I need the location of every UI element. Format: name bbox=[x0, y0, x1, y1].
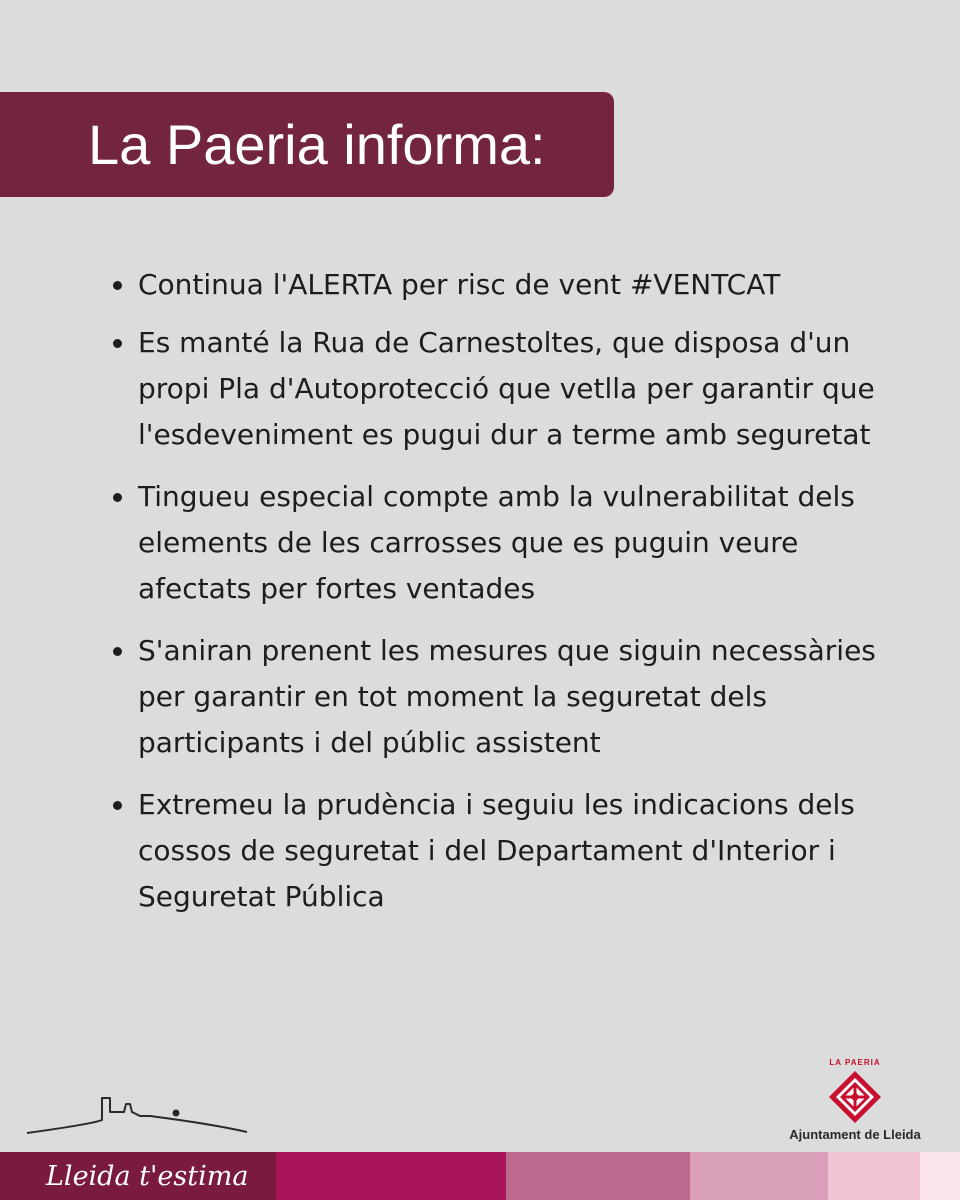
page-title: La Paeria informa: bbox=[88, 113, 546, 176]
paeria-emblem-icon bbox=[827, 1069, 883, 1125]
footer-segment bbox=[920, 1152, 960, 1200]
logo-top-text: LA PAERIA bbox=[829, 1058, 881, 1067]
list-item bbox=[108, 474, 888, 612]
list-item bbox=[108, 628, 888, 766]
list-item-text: Es manté la Rua de Carnestoltes, que disposa d'un propi Pla d'Autoprotecció que vetlla per garantir que l'esdeveniment es pugui dur a terme amb seguretat bbox=[138, 326, 875, 451]
footer-segment bbox=[0, 1152, 276, 1200]
list-item bbox=[108, 782, 888, 920]
list-item-text: Tingueu especial compte amb la vulnerabilitat dels elements de les carrosses que es puguin veure afectats per fortes ventades bbox=[138, 480, 855, 605]
footer-segment bbox=[828, 1152, 920, 1200]
footer-segment bbox=[690, 1152, 828, 1200]
paeria-logo bbox=[770, 1055, 940, 1140]
list-item-text: S'aniran prenent les mesures que siguin necessàries per garantir en tot moment la seguretat dels participants i del públic assistent bbox=[138, 634, 876, 759]
footer-segment bbox=[506, 1152, 690, 1200]
bullet-dot-icon bbox=[113, 281, 122, 290]
footer-segment bbox=[276, 1152, 506, 1200]
info-list bbox=[108, 262, 888, 920]
bullet-dot-icon bbox=[113, 647, 122, 656]
bullet-dot-icon bbox=[113, 339, 122, 348]
list-item bbox=[108, 320, 888, 458]
lleida-skyline-icon bbox=[22, 1090, 252, 1140]
bullet-dot-icon bbox=[113, 493, 122, 502]
list-item-text: Extremeu la prudència i seguiu les indicacions dels cossos de seguretat i del Departament d'Interior i Seguretat Pública bbox=[138, 788, 855, 913]
list-item-text: Continua l'ALERTA per risc de vent #VENTCAT bbox=[138, 268, 781, 301]
logo-bottom-text: Ajuntament de Lleida bbox=[789, 1127, 921, 1142]
header-banner bbox=[0, 92, 614, 197]
footer-color-bar bbox=[0, 1152, 960, 1200]
footer-slogan: Lleida t'estima bbox=[46, 1160, 249, 1192]
bullet-dot-icon bbox=[113, 801, 122, 810]
list-item bbox=[108, 262, 888, 308]
